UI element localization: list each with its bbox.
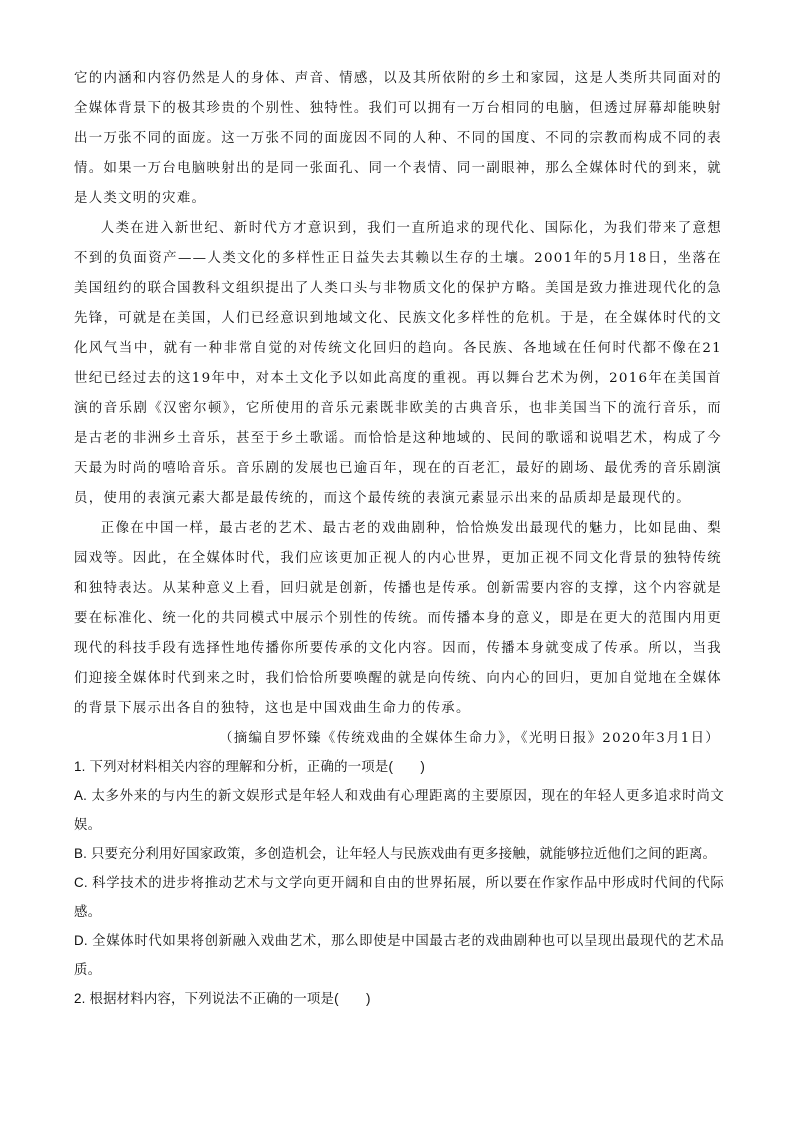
passage-paragraph-3: 正像在中国一样，最古老的艺术、最古老的戏曲剧种，恰恰焕发出最现代的魅力，比如昆曲、梨园戏等。因此，在全媒体时代，我们应该更加正视人的内心世界，更加正视不同文化背景的独特传统和独特表达。从某种意义上看，回归就是创新，传播也是传承。创新需要内容的支撑，这个内容就是要在标准化、统一化的共同模式中展示个别性的传统。而传播本身的意义，即是在更大的范围内用更现代的科技手段有选择性地传播你所要传承的文化内容。因而，传播本身就变成了传承。所以，当我们迎接全媒体时代到来之时，我们恰恰所要唤醒的就是向传统、向内心的回归，更加自觉地在全媒体的背景下展示出各自的独特，这也是中国戏曲生命力的传承。	[74, 521, 722, 716]
reading-passage	[74, 64, 722, 754]
question-1-stem: 1. 下列对材料相关内容的理解和分析，正确的一项是( )	[74, 759, 425, 774]
question-2-stem: 2. 根据材料内容，下列说法不正确的一项是( )	[74, 991, 371, 1006]
passage-source-citation: （摘编自罗怀臻《传统戏曲的全媒体生命力》，《光明日报》2020年3月1日）	[219, 731, 720, 746]
question-section	[74, 752, 724, 1013]
passage-paragraph-1: 它的内涵和内容仍然是人的身体、声音、情感，以及其所依附的乡土和家园，这是人类所共同面对的全媒体背景下的极其珍贵的个别性、独特性。我们可以拥有一万台相同的电脑，但透过屏幕却能映射出一万张不同的面庞。这一万张不同的面庞因不同的人种、不同的国度、不同的宗教而构成不同的表情。如果一万台电脑映射出的是同一张面孔、同一个表情、同一副眼神，那么全媒体时代的到来，就是人类文明的灾难。	[74, 71, 722, 206]
question-1-option-d: D. 全媒体时代如果将创新融入戏曲艺术，那么即使是中国最古老的戏曲剧种也可以呈现出最现代的艺术品质。	[74, 933, 724, 977]
passage-paragraph-2: 人类在进入新世纪、新时代方才意识到，我们一直所追求的现代化、国际化，为我们带来了意想不到的负面资产——人类文化的多样性正日益失去其赖以生存的土壤。2001年的5月18日，坐落在美国纽约的联合国教科文组织提出了人类口头与非物质文化的保护方略。美国是致力推进现代化的急先锋，可就是在美国，人们已经意识到地域文化、民族文化多样性的危机。于是，在全媒体时代的文化风气当中，就有一种非常自觉的对传统文化回归的趋向。各民族、各地域在任何时代都不像在21世纪已经过去的这19年中，对本土文化予以如此高度的重视。再以舞台艺术为例，2016年在美国首演的音乐剧《汉密尔顿》，它所使用的音乐元素既非欧美的古典音乐，也非美国当下的流行音乐，而是古老的非洲乡土音乐，甚至于乡土歌谣。而恰恰是这种地域的、民间的歌谣和说唱艺术，构成了今天最为时尚的嘻哈音乐。音乐剧的发展也已逾百年，现在的百老汇，最好的剧场、最优秀的音乐剧演员，使用的表演元素大都是最传统的，而这个最传统的表演元素显示出来的品质却是最现代的。	[74, 221, 722, 506]
question-1-option-c: C. 科学技术的进步将推动艺术与文学向更开阔和自由的世界拓展，所以要在作家作品中形成时代间的代际感。	[74, 875, 724, 919]
question-1-option-b: B. 只要充分利用好国家政策，多创造机会，让年轻人与民族戏曲有更多接触，就能够拉近他们之间的距离。	[74, 846, 717, 861]
question-1-option-a: A. 太多外来的与内生的新文娱形式是年轻人和戏曲有心理距离的主要原因，现在的年轻人更多追求时尚文娱。	[74, 788, 724, 832]
